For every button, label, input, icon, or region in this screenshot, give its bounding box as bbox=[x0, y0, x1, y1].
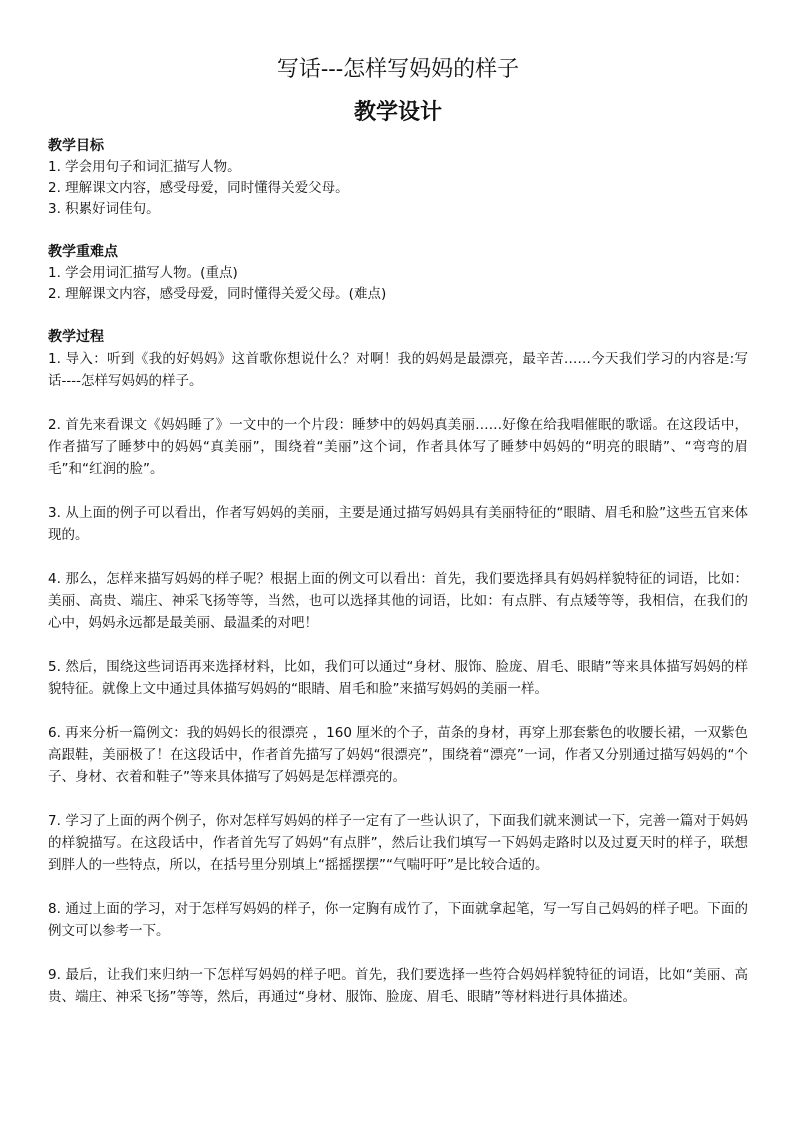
process-paragraph: 5. 然后，围绕这些词语再来选择材料，比如，我们可以通过“身材、服饰、脸庞、眉毛、眼睛”等来具体描写妈妈的样貌特征。就像上文中通过具体描写妈妈的“眼睛、眉毛和脸”来描写妈妈的美丽一样。 bbox=[48, 659, 748, 697]
process-paragraph: 1. 导入：听到《我的好妈妈》这首歌你想说什么？对啊！我的妈妈是最漂亮，最辛苦……今天我们学习的内容是:写话----怎样写妈妈的样子。 bbox=[48, 351, 748, 389]
process-heading: 教学过程 bbox=[48, 329, 104, 345]
document-subtitle: 教学设计 bbox=[353, 99, 442, 125]
process-paragraph: 9. 最后，让我们来归纳一下怎样写妈妈的样子吧。首先，我们要选择一些符合妈妈样貌特征的词语，比如“美丽、高贵、端庄、神采飞扬”等等，然后，再通过“身材、服饰、脸庞、眉毛、眼睛”等材料进行具体描述。 bbox=[48, 967, 748, 1005]
objective-item: 2. 理解课文内容，感受母爱，同时懂得关爱父母。 bbox=[48, 180, 349, 196]
document-title: 写话---怎样写妈妈的样子 bbox=[276, 57, 520, 82]
objective-item: 1. 学会用句子和词汇描写人物。 bbox=[48, 159, 241, 175]
key-points-heading: 教学重难点 bbox=[48, 244, 118, 260]
process-paragraph: 6. 再来分析一篇例文：我的妈妈长的很漂亮 ，160 厘米的个子，苗条的身材，再穿上那套紫色的收腰长裙，一双紫色高跟鞋，美丽极了！在这段话中，作者首先描写了妈妈“很漂亮”，围绕着“漂亮”一词，作者又分别通过描写妈妈的“个子、身材、衣着和鞋子”等来具体描写了妈妈是怎样漂亮的。 bbox=[48, 725, 748, 785]
process-paragraph: 7. 学习了上面的两个例子，你对怎样写妈妈的样子一定有了一些认识了，下面我们就来测试一下，完善一篇对于妈妈的样貌描写。在这段话中，作者首先写了妈妈“有点胖”，然后让我们填写一下妈妈走路时以及过夏天时的样子，联想到胖人的一些特点，所以，在括号里分别填上“摇摇摆摆”“气喘吁吁”是比较合适的。 bbox=[48, 813, 748, 873]
process-paragraph: 8. 通过上面的学习，对于怎样写妈妈的样子，你一定胸有成竹了，下面就拿起笔，写一写自己妈妈的样子吧。下面的例文可以参考一下。 bbox=[48, 901, 748, 939]
process-paragraph: 3. 从上面的例子可以看出，作者写妈妈的美丽，主要是通过描写妈妈具有美丽特征的“眼睛、眉毛和脸”这些五官来体现的。 bbox=[48, 505, 748, 543]
key-point-item: 1. 学会用词汇描写人物。(重点) bbox=[48, 265, 238, 281]
objectives-section bbox=[48, 136, 748, 220]
key-points-section bbox=[48, 242, 748, 305]
objectives-heading: 教学目标 bbox=[48, 138, 104, 154]
key-point-item: 2. 理解课文内容，感受母爱，同时懂得关爱父母。(难点) bbox=[48, 286, 387, 302]
process-section bbox=[48, 327, 748, 1008]
document-page bbox=[48, 54, 748, 1008]
process-paragraph: 2. 首先来看课文《妈妈睡了》一文中的一个片段：睡梦中的妈妈真美丽……好像在给我唱催眠的歌谣。在这段话中，作者描写了睡梦中的妈妈“真美丽”，围绕着“美丽”这个词，作者具体写了睡梦中妈妈的“明亮的眼睛”、“弯弯的眉毛”和“红润的脸”。 bbox=[48, 417, 748, 477]
process-paragraph: 4. 那么，怎样来描写妈妈的样子呢？根据上面的例文可以看出：首先，我们要选择具有妈妈样貌特征的词语，比如：美丽、高贵、端庄、神采飞扬等等，当然，也可以选择其他的词语，比如：有点胖、有点矮等等，我相信，在我们的心中，妈妈永远都是最美丽、最温柔的对吧！ bbox=[48, 571, 748, 631]
objective-item: 3. 积累好词佳句。 bbox=[48, 201, 160, 217]
